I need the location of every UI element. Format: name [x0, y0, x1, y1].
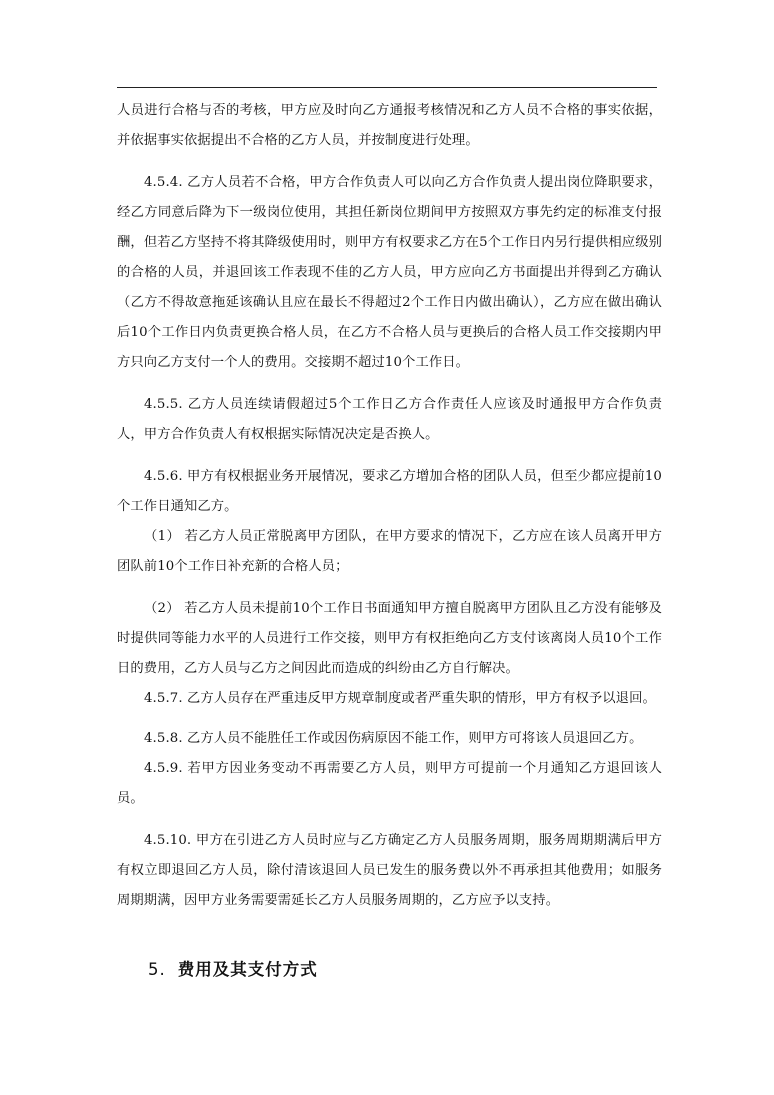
section-number: 5.: [148, 960, 166, 979]
section-title: 费用及其支付方式: [177, 960, 318, 979]
clause-4-5-6-item-1: （1） 若乙方人员正常脱离甲方团队，在甲方要求的情况下，乙方应在该人员离开甲方团队前10个工作日补充新的合格人员；: [117, 529, 662, 574]
clause-4-5-5: 4.5.5. 乙方人员连续请假超过5个工作日乙方合作责任人应该及时通报甲方合作负责人，甲方合作负责人有权根据实际情况决定是否换人。: [117, 397, 662, 442]
clause-4-5-9: 4.5.9. 若甲方因业务变动不再需要乙方人员，则甲方可提前一个月通知乙方退回该人员。: [117, 761, 662, 806]
clause-4-5-8: 4.5.8. 乙方人员不能胜任工作或因伤病原因不能工作，则甲方可将该人员退回乙方。: [144, 731, 643, 746]
paragraph-continuation: 人员进行合格与否的考核，甲方应及时向乙方通报考核情况和乙方人员不合格的事实依据，并依据事实依据提出不合格的乙方人员，并按制度进行处理。: [117, 103, 662, 148]
header-rule: [117, 87, 657, 88]
clause-4-5-7: 4.5.7. 乙方人员存在严重违反甲方规章制度或者严重失职的情形，甲方有权予以退回。: [144, 691, 656, 706]
section-heading: [148, 956, 318, 980]
clause-4-5-6: 4.5.6. 甲方有权根据业务开展情况，要求乙方增加合格的团队人员，但至少都应提前10个工作日通知乙方。: [117, 469, 662, 514]
clause-4-5-6-item-2: （2） 若乙方人员未提前10个工作日书面通知甲方擅自脱离甲方团队且乙方没有能够及时提供同等能力水平的人员进行工作交接，则甲方有权拒绝向乙方支付该离岗人员10个工作日的费用，乙方人员与乙方之间因此而造成的纠纷由乙方自行解决。: [117, 601, 662, 676]
document-body: [117, 96, 662, 916]
clause-4-5-10: 4.5.10. 甲方在引进乙方人员时应与乙方确定乙方人员服务周期，服务周期期满后甲方有权立即退回乙方人员，除付清该退回人员已发生的服务费以外不再承担其他费用；如服务周期期满，因甲方业务需要需延长乙方人员服务周期的，乙方应予以支持。: [117, 833, 662, 908]
clause-4-5-4: 4.5.4. 乙方人员若不合格，甲方合作负责人可以向乙方合作负责人提出岗位降职要求，经乙方同意后降为下一级岗位使用，其担任新岗位期间甲方按照双方事先约定的标准支付报酬，但若乙方坚持不将其降级使用时，则甲方有权要求乙方在5个工作日内另行提供相应级别的合格的人员，并退回该工作表现不佳的乙方人员，甲方应向乙方书面提出并得到乙方确认（乙方不得故意拖延该确认且应在最长不得超过2个工作日内做出确认），乙方应在做出确认后10个工作日内负责更换合格人员，在乙方不合格人员与更换后的合格人员工作交接期内甲方只向乙方支付一个人的费用。交接期不超过10个工作日。: [117, 175, 662, 370]
